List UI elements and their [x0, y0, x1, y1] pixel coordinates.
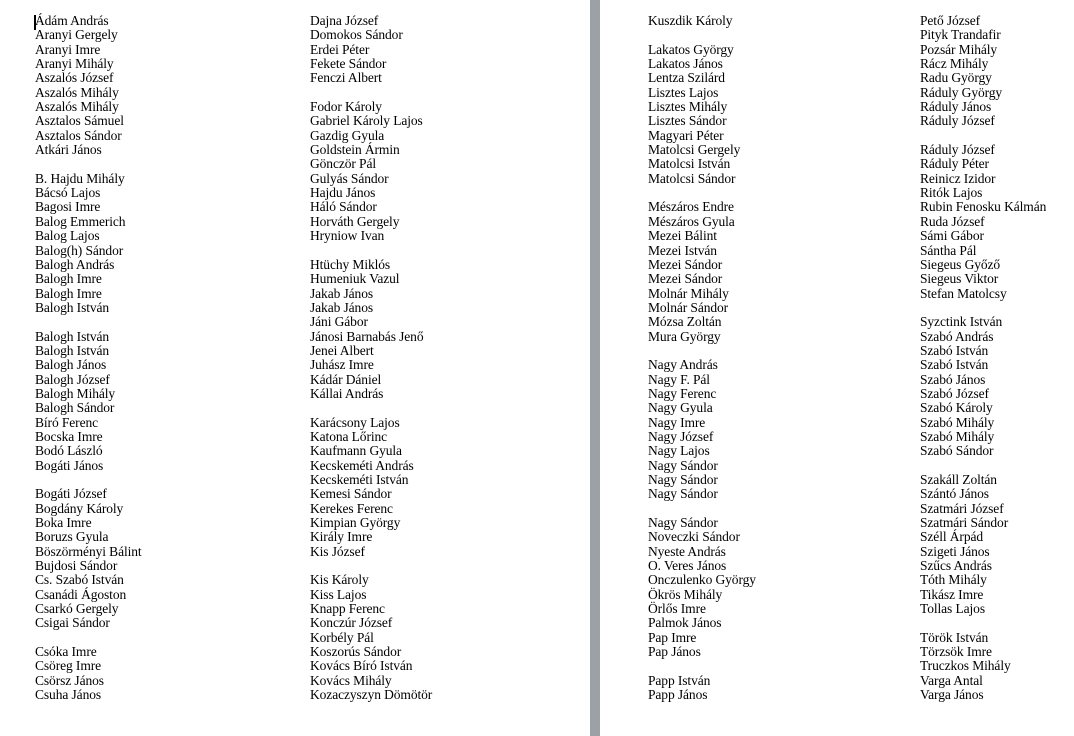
- name-line: Erdei Péter: [310, 41, 370, 57]
- name-line: Aranyi Mihály: [35, 56, 114, 72]
- name-line: Bagosi Imre: [35, 199, 101, 215]
- name-line: Tóth Mihály: [920, 572, 987, 588]
- name-line: Mózsa Zoltán: [648, 314, 722, 330]
- name-line: Balogh János: [35, 357, 107, 373]
- name-line: Kis Károly: [310, 572, 369, 588]
- name-line: Csuha János: [35, 687, 102, 703]
- name-line: Radu György: [920, 70, 992, 86]
- name-line: Ráduly József: [920, 142, 995, 158]
- blank-line: [310, 401, 432, 415]
- name-line: Szakáll Zoltán: [920, 472, 997, 487]
- name-line: Humeniuk Vazul: [310, 271, 400, 287]
- name-line: O. Veres János: [648, 558, 727, 574]
- name-line: Molnár Mihály: [648, 285, 729, 301]
- name-line: Gazdig Gyula: [310, 127, 385, 143]
- name-line: Balog(h) Sándor: [35, 242, 124, 258]
- name-line: Ráduly József: [920, 113, 995, 129]
- name-line: Török István: [920, 629, 989, 645]
- name-line: Mészáros Endre: [648, 199, 734, 215]
- name-line: Boka Imre: [35, 515, 92, 531]
- name-line: Asztalos Sándor: [35, 127, 122, 143]
- name-line: Csarkó Gergely: [35, 601, 119, 617]
- name-line: Konczúr József: [310, 615, 393, 631]
- name-line: Kádár Dániel: [310, 371, 382, 387]
- name-line: Nagy András: [648, 357, 718, 373]
- name-line: Koszorús Sándor: [310, 644, 402, 660]
- name-line: Szatmári József: [920, 500, 1004, 516]
- name-line: Bodó László: [35, 443, 103, 459]
- name-line: Katona Lőrinc: [310, 428, 388, 444]
- name-line: Örlős Imre: [648, 601, 706, 617]
- name-line: Szabó István: [920, 357, 989, 373]
- name-line: Ráduly János: [920, 99, 992, 115]
- name-line: Knapp Ferenc: [310, 601, 385, 617]
- name-line: Matolcsi Gergely: [648, 142, 741, 158]
- name-line: Kemesi Sándor: [310, 486, 392, 502]
- name-line: Kerekes Ferenc: [310, 500, 393, 516]
- name-line: Kovács Mihály: [310, 672, 392, 688]
- name-line: Jakab János: [310, 285, 374, 301]
- name-line: Mezei Sándor: [648, 256, 723, 272]
- name-line: Palmok János: [648, 615, 722, 631]
- name-line: Onczulenko György: [648, 572, 756, 588]
- name-line: Matolcsi István: [648, 156, 731, 172]
- name-line: Háló Sándor: [310, 199, 377, 215]
- name-line: Nagy Sándor: [648, 515, 718, 531]
- name-line: Kozaczyszyn Dömötör: [310, 687, 433, 703]
- name-line: Jenei Albert: [310, 342, 374, 358]
- name-line: Ökrös Mihály: [648, 586, 723, 602]
- name-line: Kaufmann Gyula: [310, 443, 402, 459]
- name-line: Ruda József: [920, 213, 985, 229]
- page-divider: [590, 0, 600, 736]
- name-line: Szatmári Sándor: [920, 515, 1009, 531]
- name-line: Széll Árpád: [920, 529, 984, 545]
- blank-line: [920, 459, 1046, 473]
- name-line: Szűcs András: [920, 558, 992, 574]
- name-line: Lisztes Sándor: [648, 113, 727, 129]
- name-line: Juhász Imre: [310, 357, 374, 373]
- name-line: Balogh István: [35, 342, 110, 358]
- name-line: Csöreg Imre: [35, 658, 102, 674]
- name-line: Ritók Lajos: [920, 185, 983, 201]
- blank-line: [310, 86, 432, 100]
- name-line: Fodor Károly: [310, 99, 382, 115]
- name-line: Szabó Sándor: [920, 443, 994, 459]
- name-line: Szántó János: [920, 486, 989, 502]
- name-line: Noveczki Sándor: [648, 529, 740, 545]
- blank-line: [310, 244, 432, 258]
- name-line: Balog Emmerich: [35, 213, 126, 229]
- name-line: Kállai András: [310, 385, 384, 401]
- name-line: Balogh Imre: [35, 271, 102, 287]
- blank-line: [310, 559, 432, 573]
- blank-line: [920, 129, 1046, 143]
- name-line: Bujdosi Sándor: [35, 558, 118, 574]
- name-line: Korbély Pál: [310, 629, 374, 645]
- name-line: Nagy Sándor: [648, 457, 718, 473]
- blank-line: [648, 502, 756, 516]
- name-line: Szigeti János: [920, 543, 990, 559]
- name-line: Balog Lajos: [35, 228, 100, 244]
- name-line: Szabó Mihály: [920, 414, 995, 430]
- name-line: Siegeus Viktor: [920, 271, 999, 287]
- name-line: Tikász Imre: [920, 586, 984, 602]
- name-line: Balogh Sándor: [35, 400, 115, 416]
- name-column-3[interactable]: [648, 14, 756, 703]
- blank-line: [35, 157, 142, 171]
- name-line: Bíró Ferenc: [35, 414, 99, 430]
- name-line: Ádám András: [35, 13, 109, 28]
- name-line: Balogh István: [35, 299, 110, 315]
- name-line: Balogh Imre: [35, 285, 102, 301]
- name-line: Cs. Szabó István: [35, 572, 124, 588]
- name-column-1[interactable]: [35, 14, 142, 703]
- name-line: Bogdány Károly: [35, 500, 124, 516]
- name-line: Syzctink István: [920, 314, 1003, 330]
- name-line: Gabriel Károly Lajos: [310, 113, 423, 129]
- blank-line: [648, 344, 756, 358]
- name-line: Szabó József: [920, 385, 989, 401]
- name-line: Molnár Sándor: [648, 299, 729, 315]
- name-line: Csigai Sándor: [35, 615, 110, 631]
- name-line: Bocska Imre: [35, 428, 103, 444]
- name-line: Pozsár Mihály: [920, 41, 998, 57]
- name-line: Lentza Szilárd: [648, 70, 725, 86]
- name-line: Siegeus Győző: [920, 256, 1001, 272]
- name-line: Dajna József: [310, 13, 379, 28]
- name-line: Fekete Sándor: [310, 56, 387, 72]
- name-line: Nagy Ferenc: [648, 385, 717, 401]
- blank-line: [920, 616, 1046, 630]
- name-line: Truczkos Mihály: [920, 658, 1011, 674]
- name-line: Hryniow Ivan: [310, 228, 385, 244]
- name-line: Horváth Gergely: [310, 213, 400, 229]
- name-line: Varga Antal: [920, 672, 983, 688]
- name-line: Mezei Sándor: [648, 271, 723, 287]
- name-line: Jakab János: [310, 299, 374, 315]
- name-line: Mezei István: [648, 242, 717, 258]
- name-line: Csanádi Ágoston: [35, 586, 127, 602]
- blank-line: [648, 659, 756, 673]
- blank-line: [35, 315, 142, 329]
- name-line: Sántha Pál: [920, 242, 977, 258]
- name-line: Törzsök Imre: [920, 644, 992, 660]
- blank-line: [35, 473, 142, 487]
- name-line: Gönczör Pál: [310, 156, 377, 172]
- name-line: Aranyi Imre: [35, 41, 101, 57]
- name-line: Nyeste András: [648, 543, 726, 559]
- name-line: Pityk Trandafir: [920, 27, 1001, 43]
- name-line: Csóka Imre: [35, 644, 97, 660]
- name-line: Mészáros Gyula: [648, 213, 735, 229]
- name-line: Szabó István: [920, 342, 989, 358]
- name-line: Hajdu János: [310, 185, 376, 201]
- name-line: Magyari Péter: [648, 127, 724, 143]
- name-line: Kis József: [310, 543, 365, 559]
- name-line: Balogh Mihály: [35, 385, 116, 401]
- name-line: Aszalós Mihály: [35, 84, 119, 100]
- name-line: Kecskeméti István: [310, 472, 409, 487]
- name-line: Szabó András: [920, 328, 994, 344]
- blank-line: [648, 28, 756, 42]
- name-line: B. Hajdu Mihály: [35, 170, 125, 186]
- name-line: Rácz Mihály: [920, 56, 989, 72]
- name-line: Lakatos György: [648, 41, 734, 57]
- name-line: Mura György: [648, 328, 721, 344]
- name-line: Jánosi Barnabás Jenő: [310, 328, 424, 344]
- name-line: Nagy Imre: [648, 414, 706, 430]
- name-column-4[interactable]: [920, 14, 1046, 703]
- name-line: Papp István: [648, 672, 711, 688]
- name-line: Ráduly György: [920, 84, 1003, 100]
- name-line: Pap Imre: [648, 629, 697, 645]
- name-line: Kuszdik Károly: [648, 13, 733, 28]
- name-line: Jáni Gábor: [310, 314, 368, 330]
- blank-line: [35, 631, 142, 645]
- name-line: Reinicz Izidor: [920, 170, 996, 186]
- name-line: Böszörményi Bálint: [35, 543, 142, 559]
- name-line: Csörsz János: [35, 672, 104, 688]
- name-line: Stefan Matolcsy: [920, 285, 1007, 301]
- name-line: Bácsó Lajos: [35, 185, 101, 201]
- name-column-2[interactable]: [310, 14, 432, 703]
- name-line: Lisztes Lajos: [648, 84, 719, 100]
- blank-line: [648, 186, 756, 200]
- name-line: Szabó Mihály: [920, 428, 995, 444]
- name-line: Kecskeméti András: [310, 457, 414, 473]
- name-line: Király Imre: [310, 529, 373, 545]
- name-line: Rubin Fenosku Kálmán: [920, 199, 1047, 215]
- name-line: Boruzs Gyula: [35, 529, 109, 545]
- name-line: Sámi Gábor: [920, 228, 984, 244]
- name-line: Bogáti János: [35, 457, 104, 473]
- name-line: Tollas Lajos: [920, 601, 985, 617]
- name-line: Fenczi Albert: [310, 70, 382, 86]
- name-line: Goldstein Ármin: [310, 142, 400, 158]
- name-line: Ráduly Péter: [920, 156, 989, 172]
- name-line: Balogh István: [35, 328, 110, 344]
- name-line: Aszalós József: [35, 70, 114, 86]
- name-line: Asztalos Sámuel: [35, 113, 124, 129]
- name-line: Nagy Sándor: [648, 486, 718, 502]
- name-line: Pap János: [648, 644, 701, 660]
- name-line: Matolcsi Sándor: [648, 170, 736, 186]
- name-line: Varga János: [920, 687, 984, 703]
- name-line: Htüchy Miklós: [310, 256, 391, 272]
- name-line: Papp János: [648, 687, 708, 703]
- name-line: Lisztes Mihály: [648, 99, 728, 115]
- name-line: Nagy F. Pál: [648, 371, 710, 387]
- name-line: Aszalós Mihály: [35, 99, 119, 115]
- name-line: Domokos Sándor: [310, 27, 403, 43]
- name-line: Kiss Lajos: [310, 586, 367, 602]
- name-line: Szabó Károly: [920, 400, 993, 416]
- name-line: Lakatos János: [648, 56, 723, 72]
- name-line: Pető József: [920, 13, 981, 28]
- name-line: Balogh József: [35, 371, 110, 387]
- name-line: Atkári János: [35, 142, 102, 158]
- name-line: Mezei Bálint: [648, 228, 717, 244]
- name-line: Nagy Lajos: [648, 443, 710, 459]
- name-line: Kimpian György: [310, 515, 401, 531]
- name-line: Gulyás Sándor: [310, 170, 389, 186]
- name-line: Balogh András: [35, 256, 115, 272]
- name-line: Nagy József: [648, 428, 714, 444]
- name-line: Nagy Sándor: [648, 472, 718, 487]
- name-line: Nagy Gyula: [648, 400, 713, 416]
- name-line: Aranyi Gergely: [35, 27, 118, 43]
- blank-line: [920, 301, 1046, 315]
- name-line: Szabó János: [920, 371, 986, 387]
- name-line: Kovács Bíró István: [310, 658, 413, 674]
- name-line: Karácsony Lajos: [310, 414, 400, 430]
- name-line: Bogáti József: [35, 486, 107, 502]
